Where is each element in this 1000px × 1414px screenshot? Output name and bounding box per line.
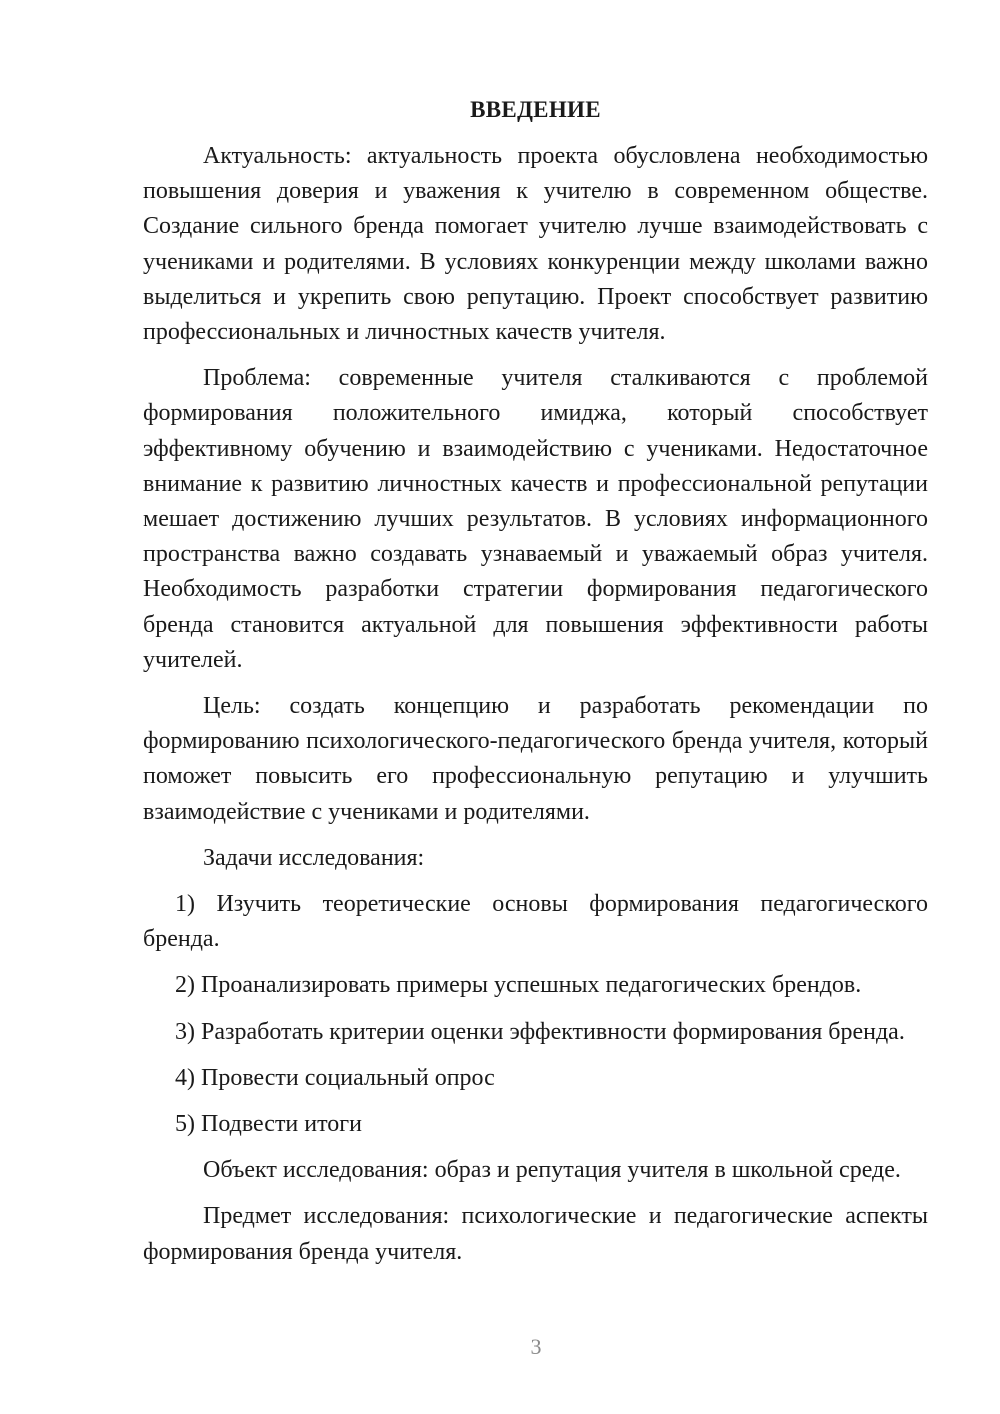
task-item: 1) Изучить теоретические основы формирования педагогического бренда. xyxy=(143,891,928,953)
subject-paragraph: Предмет исследования: психологические и педагогические аспекты формирования бренда учителя. xyxy=(143,1203,928,1265)
page-content xyxy=(143,95,928,1281)
problem-paragraph: Проблема: современные учителя сталкиваются с проблемой формирования положительного имиджа, который способствует эффективному обучению и взаимодействию с учениками. Недостаточное внимание к развитию личностных качеств и профессиональной репутации мешает достижению лучших результатов. В условиях информационного пространства важно создавать узнаваемый и уважаемый образ учителя. Необходимость разработки стратегии формирования педагогического бренда становится актуальной для повышения эффективности работы учителей. xyxy=(143,365,928,673)
task-item: 3) Разработать критерии оценки эффективности формирования бренда. xyxy=(175,1018,905,1045)
page-number: 3 xyxy=(530,1334,542,1359)
task-item: 5) Подвести итоги xyxy=(175,1111,362,1138)
goal-paragraph: Цель: создать концепцию и разработать рекомендации по формированию психологического-педагогического бренда учителя, который поможет повысить его профессиональную репутацию и улучшить взаимодействие с учениками и родителями. xyxy=(143,693,928,825)
relevance-paragraph: Актуальность: актуальность проекта обусловлена необходимостью повышения доверия и уважения к учителю в современном обществе. Создание сильного бренда помогает учителю лучше взаимодействовать с учениками и родителями. В условиях конкуренции между школами важно выделиться и укрепить свою репутацию. Проект способствует развитию профессиональных и личностных качеств учителя. xyxy=(143,143,928,346)
section-heading: ВВЕДЕНИЕ xyxy=(470,97,601,122)
tasks-heading: Задачи исследования: xyxy=(203,844,425,871)
task-item: 4) Провести социальный опрос xyxy=(175,1064,495,1091)
task-item: 2) Проанализировать примеры успешных педагогических брендов. xyxy=(175,972,862,999)
object-paragraph: Объект исследования: образ и репутация учителя в школьной среде. xyxy=(203,1157,901,1184)
